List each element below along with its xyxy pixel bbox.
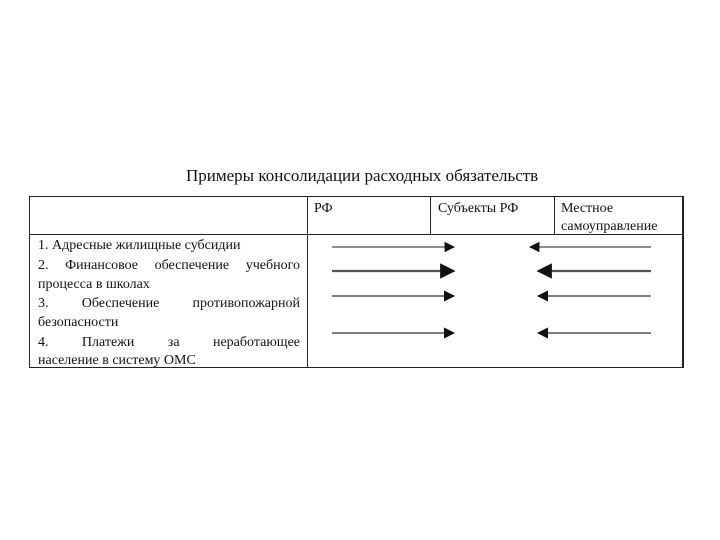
- row-3-line1: 3. Обеспечение противопожарной: [38, 296, 300, 311]
- row-1-line1: 1. Адресные жилищные субсидии: [38, 238, 241, 253]
- row-2-line1: 2. Финансовое обеспечение учебного: [38, 258, 300, 273]
- row-3-line2: безопасности: [38, 315, 119, 330]
- header-subjects-rf: Субъекты РФ: [438, 201, 519, 216]
- row-4-line1: 4. Платежи за неработающее: [38, 335, 300, 350]
- header-rf: РФ: [314, 201, 333, 216]
- row-4-line2: население в систему ОМС: [38, 353, 196, 368]
- row-2-line2: процесса в школах: [38, 277, 150, 292]
- header-local-government-line2: самоуправление: [561, 219, 658, 234]
- header-local-government-line1: Местное: [561, 201, 614, 216]
- page-title: Примеры консолидации расходных обязательств: [186, 166, 539, 185]
